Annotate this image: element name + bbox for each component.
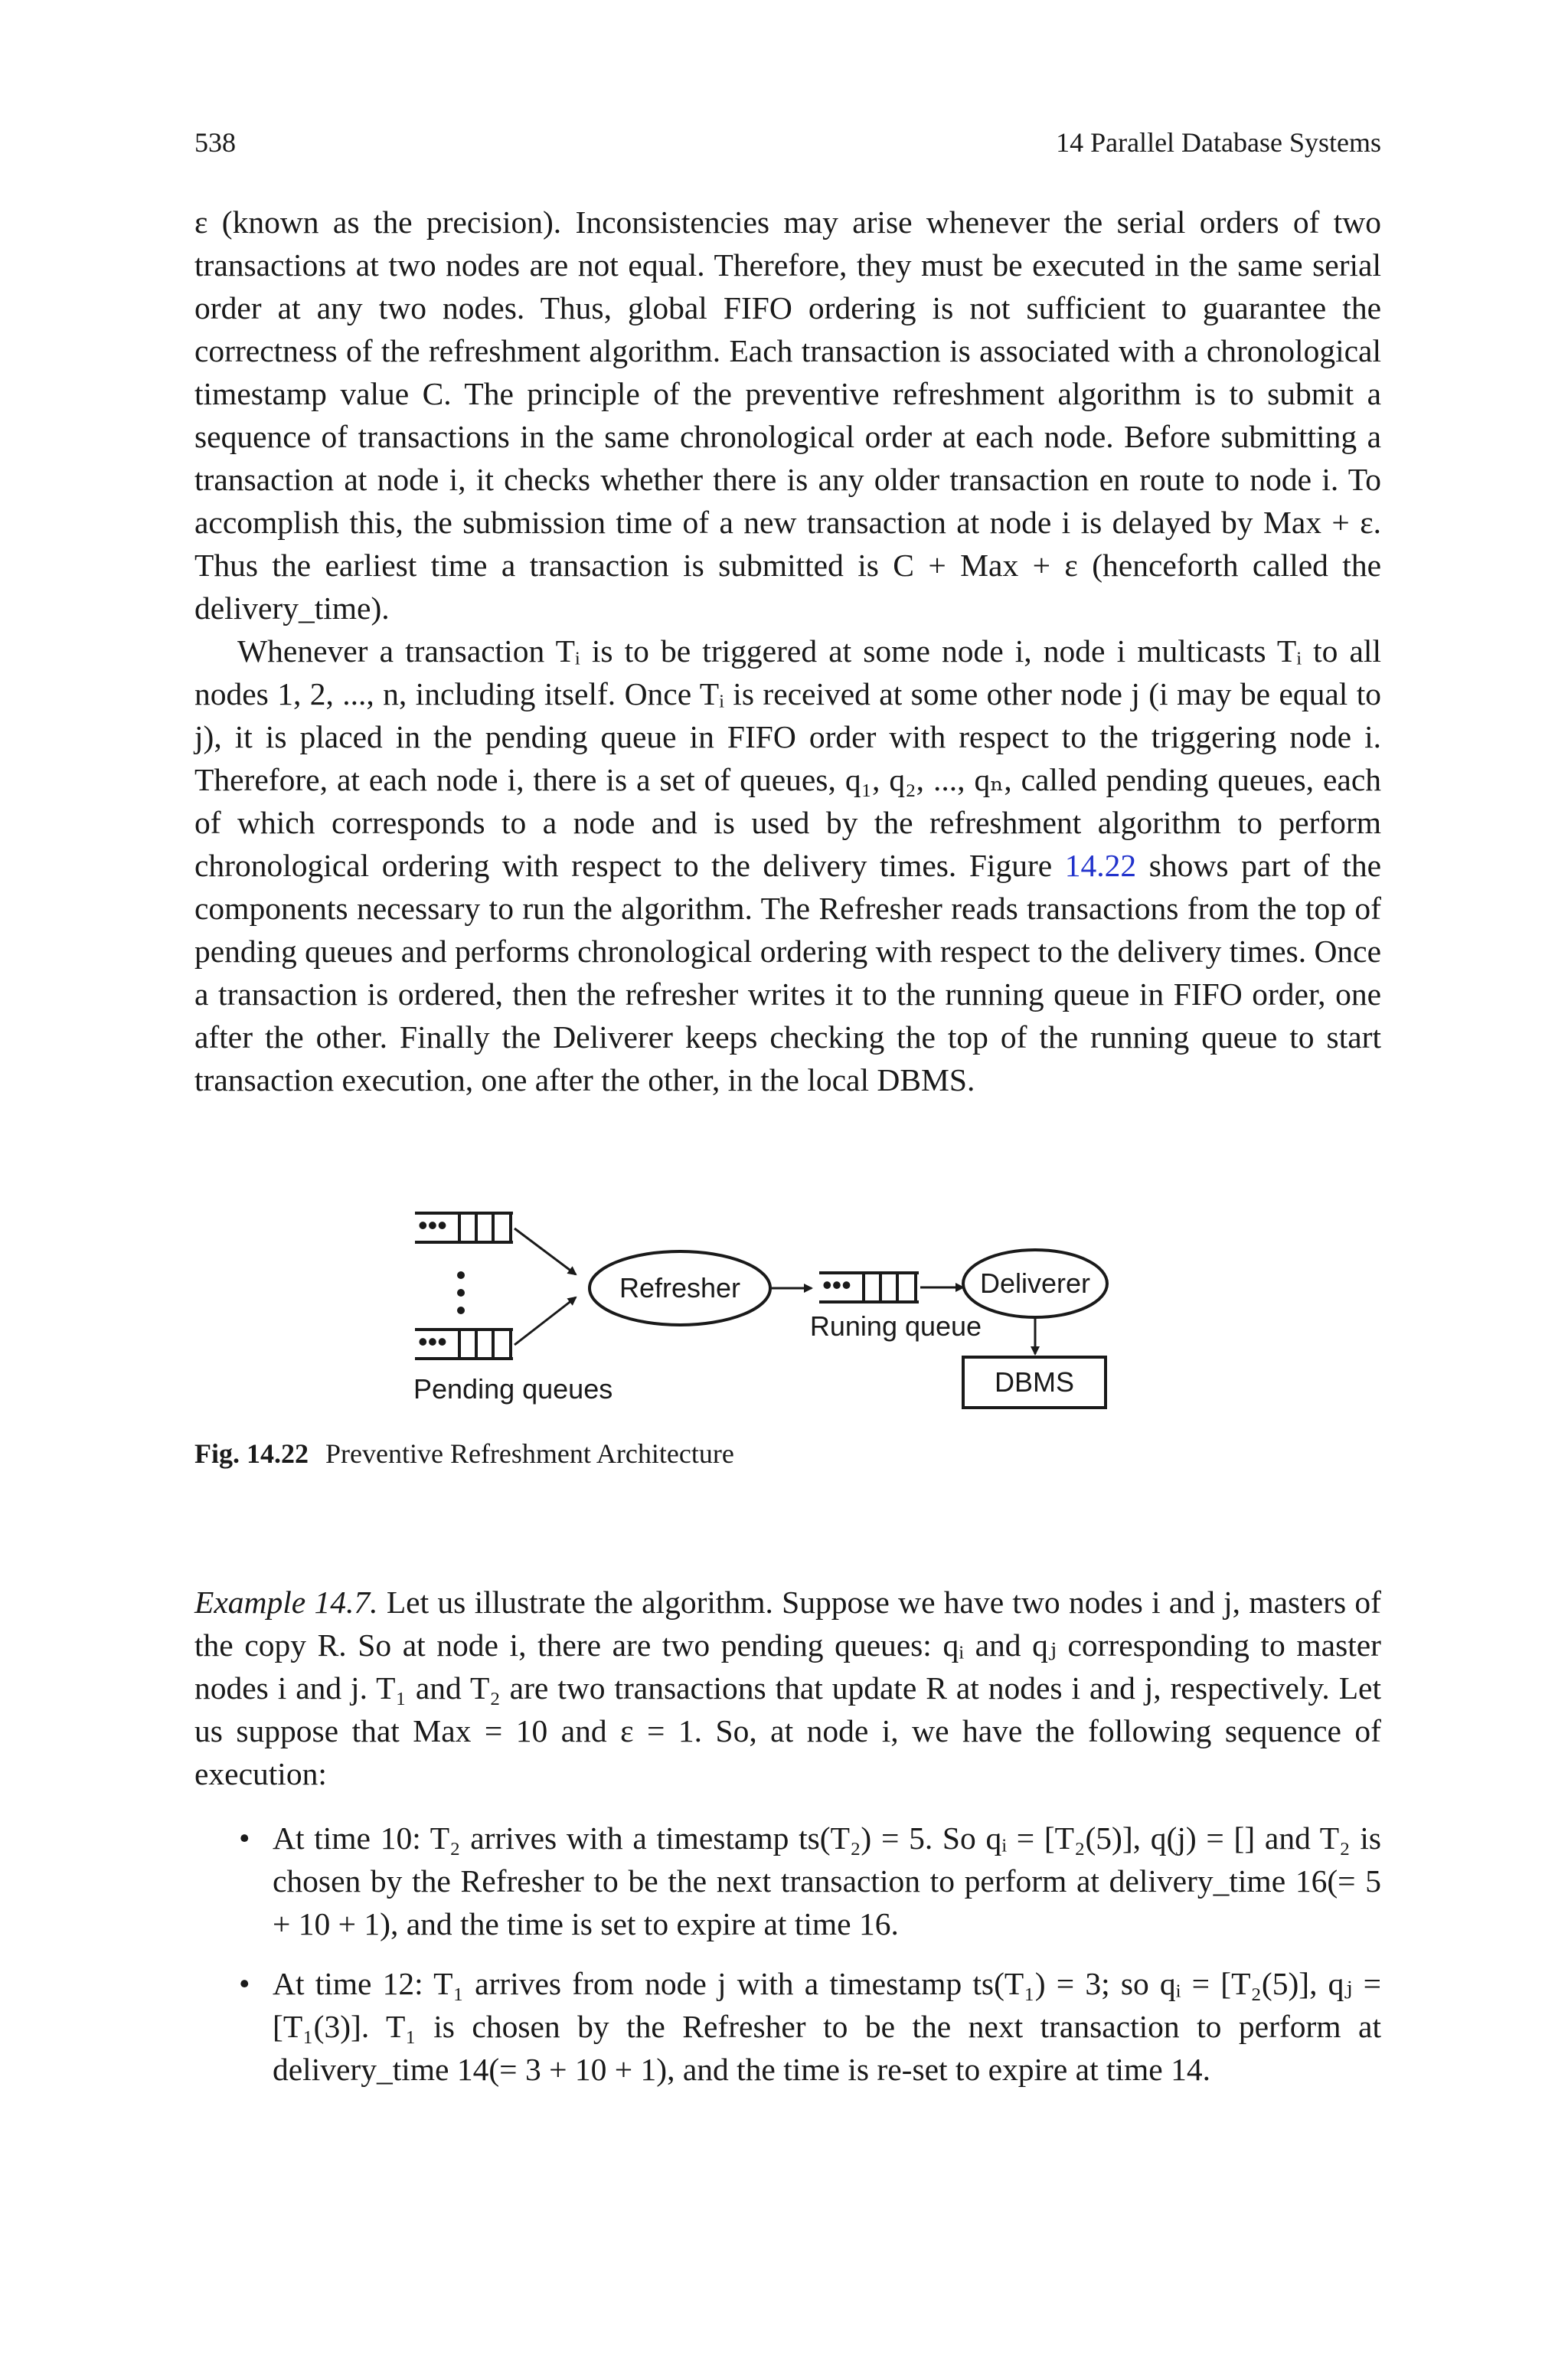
- bullet-icon: •: [239, 1966, 250, 2001]
- deliverer-node: [963, 1250, 1107, 1317]
- example-text: Let us illustrate the algorithm. Suppose we have two nodes i and j, masters of the copy R. So at node i, there are two pending queues: qᵢ and qⱼ corresponding to master nodes i and j. T₁ and T₂ are two transactions that update R at nodes i and j, respectively. Let us suppose that Max = 10 and ε = 1. So, at node i, we have the following sequence of execution:: [194, 1585, 1381, 1791]
- dbms-node: [963, 1357, 1106, 1408]
- figure-number: Fig. 14.22: [194, 1438, 309, 1469]
- figure-caption-text: Preventive Refreshment Architecture: [325, 1438, 734, 1469]
- running-queue-label: Runing queue: [809, 1310, 982, 1342]
- refreshment-architecture-figure: [406, 1195, 1171, 1425]
- page-number: 538: [194, 127, 236, 158]
- deliverer-label: Deliverer: [979, 1268, 1091, 1299]
- body-text-top: [194, 201, 1381, 1101]
- architecture-diagram: [406, 1195, 1171, 1425]
- bullet-icon: •: [239, 1820, 250, 1856]
- dbms-label: DBMS: [994, 1366, 1075, 1398]
- running-queue-dots: •••: [822, 1269, 851, 1300]
- pending-queue-top-dots: •••: [418, 1209, 447, 1241]
- refresher-label: Refresher: [619, 1272, 741, 1303]
- list-item: [194, 1817, 1381, 1945]
- list-item-text: At time 12: T₁ arrives from node j with a timestamp ts(T₁) = 3; so qᵢ = [T₂(5)], qⱼ = [T₁(3)]. T₁ is chosen by the Refresher to be the next transaction to perform at delivery_time 14(= 3 + 10 + 1), and the time is re-set to expire at time 14.: [273, 1966, 1381, 2087]
- paragraph-multicast-text-a: Whenever a transaction Tᵢ is to be triggered at some node i, node i multicasts Tᵢ to all nodes 1, 2, ..., n, including itself. Once Tᵢ is received at some other node j (i may be equal to j), it is placed in the pending queue in FIFO order with respect to the triggering node i. Therefore, at each node i, there is a set of queues, q₁, q₂, ..., qₙ, called pending queues, each of which corresponds to a node and is used by the refreshment algorithm to perform chronological ordering with respect to the delivery times. Figure: [194, 633, 1381, 883]
- execution-sequence-list: [194, 1817, 1381, 2108]
- paragraph-multicast-text-b: shows part of the components necessary to run the algorithm. The Refresher reads transactions from the top of pending queues and performs chronological ordering with respect to the delivery times. Once a transaction is ordered, then the refresher writes it to the running queue in FIFO order, one after the other. Finally the Deliverer keeps checking the top of the running queue to start transaction execution, one after the other, in the local DBMS.: [194, 848, 1382, 1097]
- pending-queues-label: Pending queues: [413, 1373, 613, 1405]
- list-item-text: At time 10: T₂ arrives with a timestamp ts(T₂) = 5. So qᵢ = [T₂(5)], q(j) = [] and T₂ is chosen by the Refresher to be the next transaction to perform at delivery_time 16(= 5 + 10 + 1), and the time is set to expire at time 16.: [273, 1820, 1381, 1941]
- example-label: Example 14.7.: [194, 1585, 378, 1620]
- list-item: [194, 1962, 1381, 2091]
- running-title: 14 Parallel Database Systems: [1056, 127, 1381, 158]
- example-block: [194, 1581, 1381, 1795]
- arrow-top-queue-to-refresher: [514, 1228, 576, 1274]
- figure-reference-link[interactable]: 14.22: [1064, 848, 1137, 883]
- arrow-bottom-queue-to-refresher: [514, 1297, 576, 1345]
- running-queue: [810, 1269, 982, 1342]
- figure-caption: [194, 1437, 734, 1470]
- pending-queue-bottom-dots: •••: [418, 1326, 447, 1357]
- vertical-ellipsis-icon: [457, 1271, 465, 1314]
- paragraph-multicast: [194, 630, 1381, 1101]
- example-paragraph: [194, 1581, 1381, 1795]
- refresher-node: [590, 1251, 770, 1325]
- paragraph-precision: ε (known as the precision). Inconsistencies may arise whenever the serial orders of two transactions at two nodes are not equal. Therefore, they must be executed in the same serial order at any two nodes. Thus, global FIFO ordering is not sufficient to guarantee the correctness of the refreshment algorithm. Each transaction is associated with a chronological timestamp value C. The principle of the preventive refreshment algorithm is to submit a sequence of transactions in the same chronological order at each node. Before submitting a transaction at node i, it checks whether there is any older transaction en route to node i. To accomplish this, the submission time of a new transaction at node i is delayed by Max + ε. Thus the earliest time a transaction is submitted is C + Max + ε (henceforth called the delivery_time).: [194, 204, 1381, 626]
- pending-queue-top: [415, 1209, 513, 1242]
- pending-queue-bottom: [415, 1326, 513, 1359]
